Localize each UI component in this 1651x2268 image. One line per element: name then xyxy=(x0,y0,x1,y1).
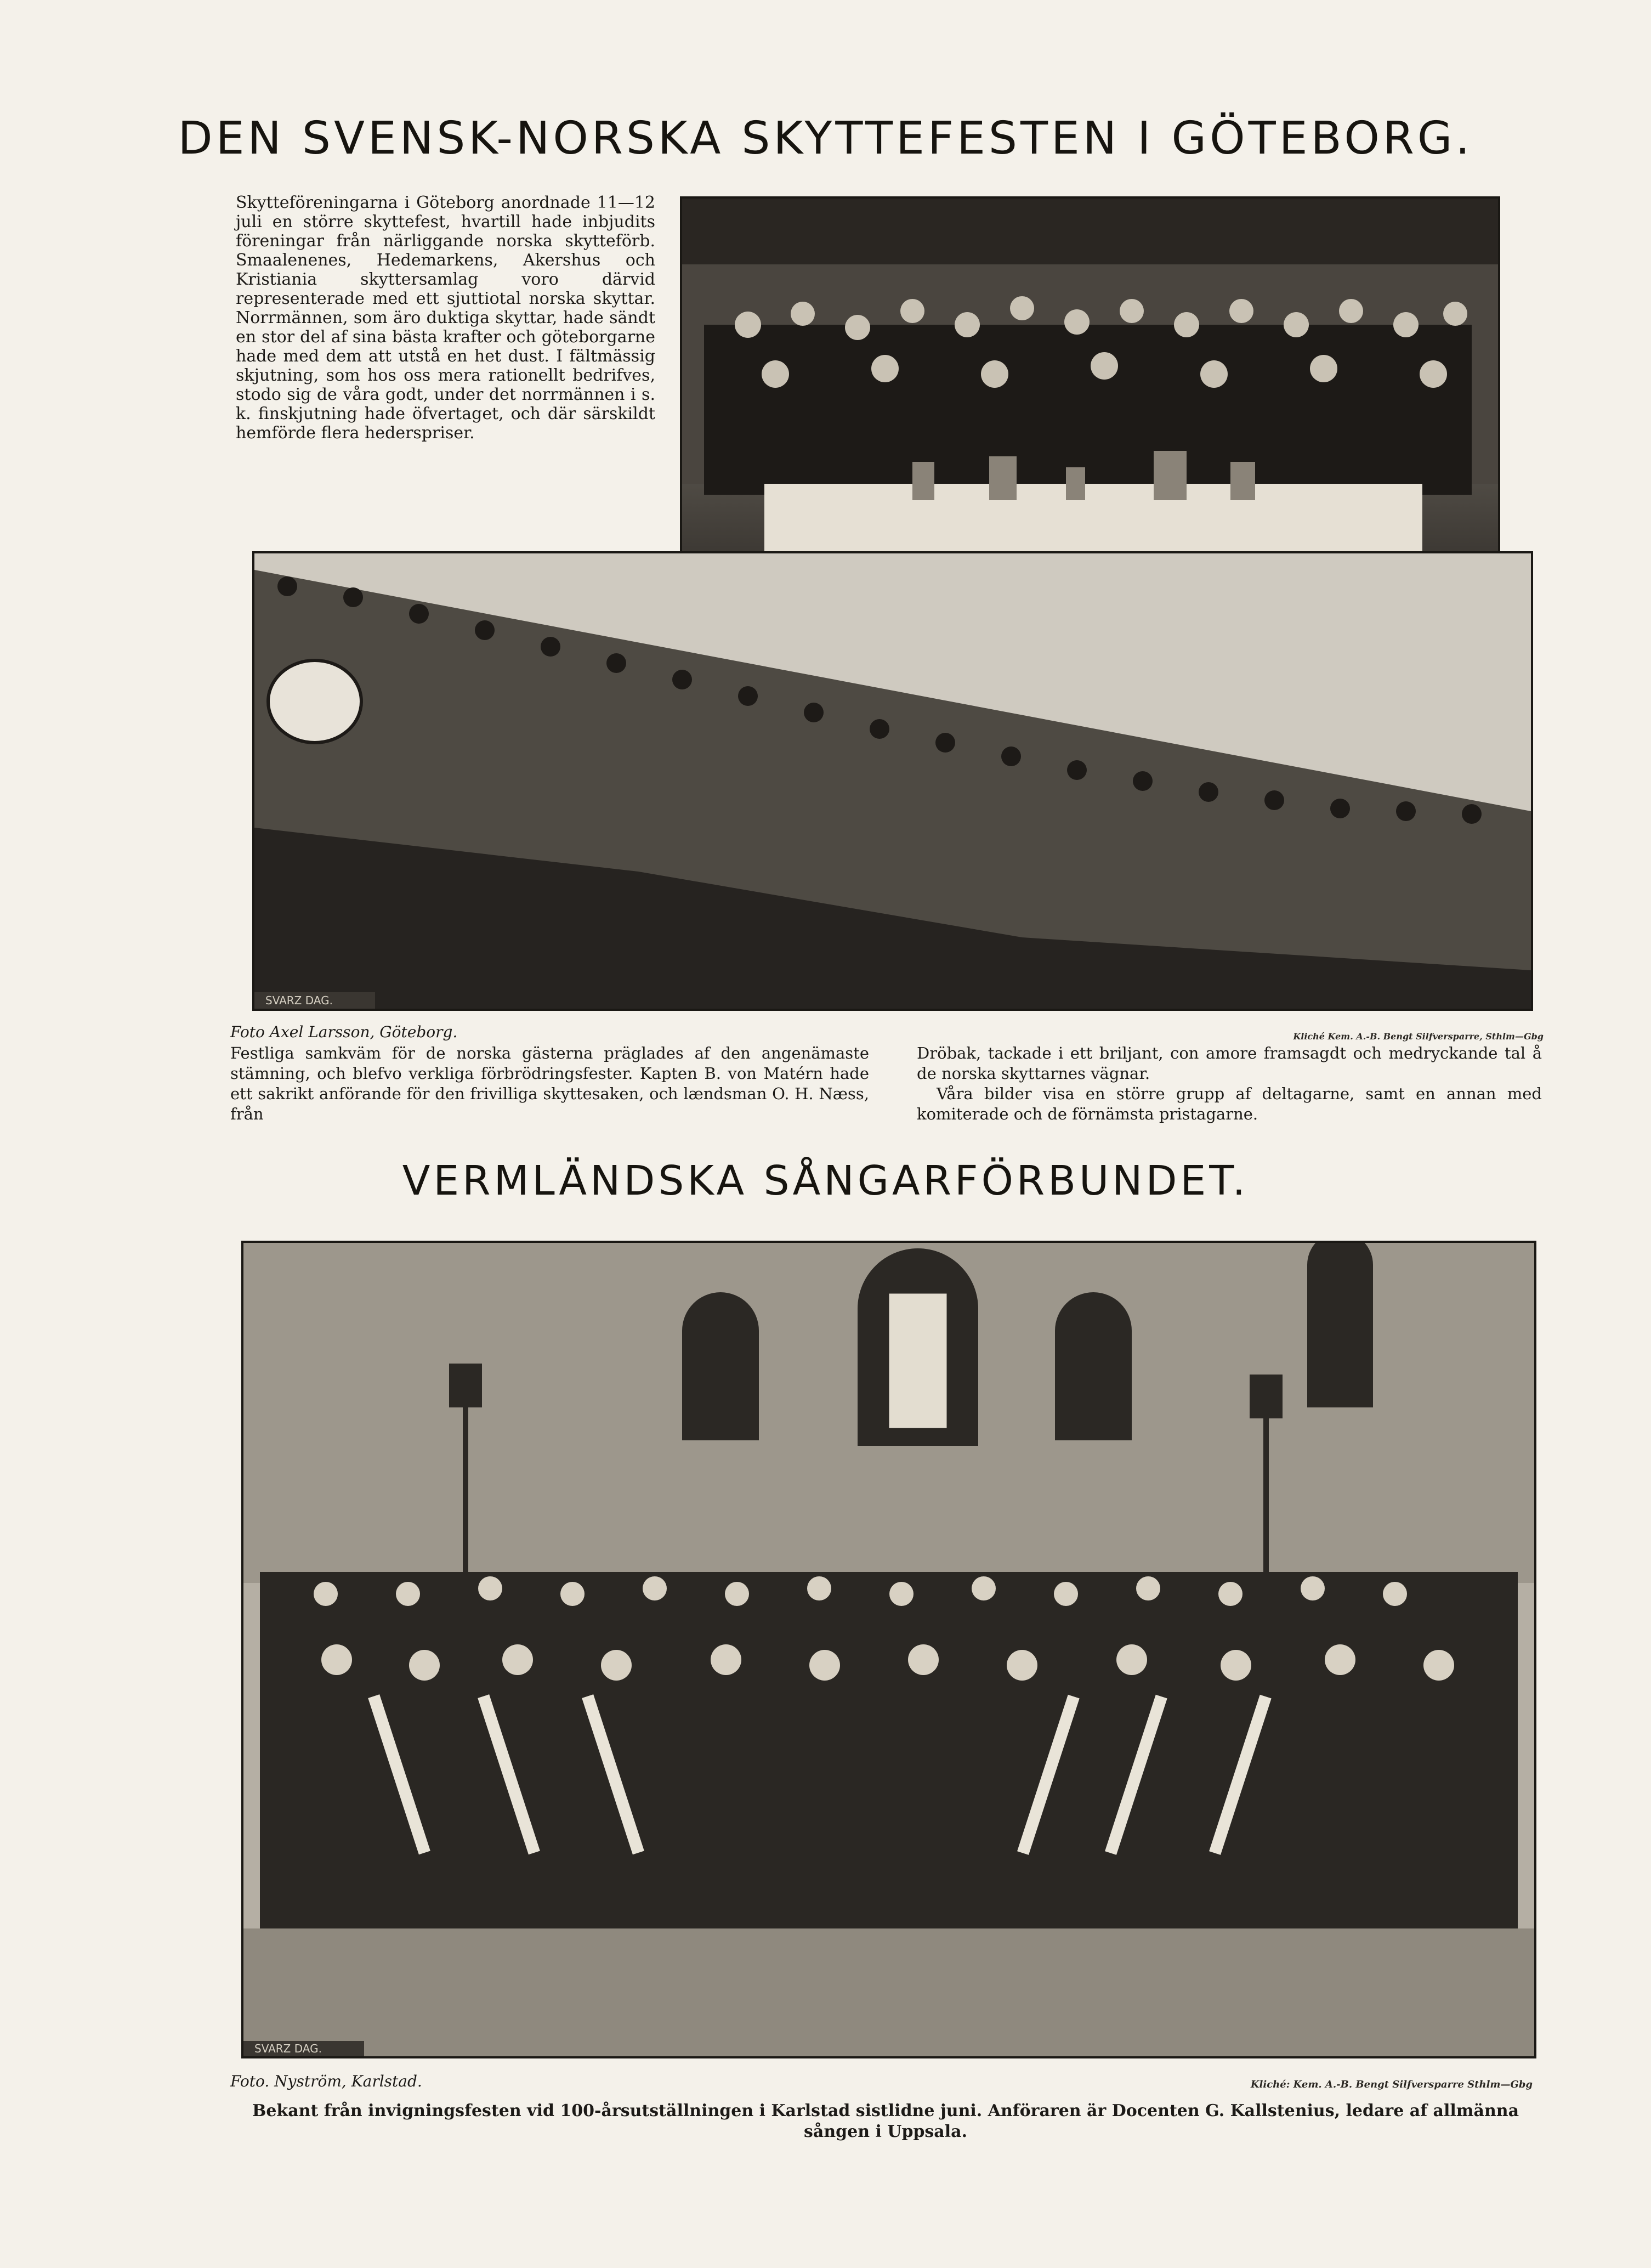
article1-headline: DEN SVENSK-NORSKA SKYTTEFESTEN I GÖTEBORG. xyxy=(178,112,1473,165)
prize-committee-image xyxy=(682,199,1498,556)
photo-prize-committee xyxy=(680,196,1500,558)
article1-body-col1: Festliga samkväm för de norska gästerna präglades af den angenämaste stämning, och blefvo verkliga förbrödringsfester. Kapten B. von Matérn hade ett sakrikt anförande för den frivilliga skyttesaken, och lændsman O. H. Næss, från xyxy=(230,1044,869,1123)
shooters-group-image xyxy=(254,553,1531,1009)
article1-photo-credit: Foto Axel Larsson, Göteborg. xyxy=(230,1023,458,1041)
article2-headline: VERMLÄNDSKA SÅNGARFÖRBUNDET. xyxy=(402,1157,1249,1204)
photo-shooters-group xyxy=(252,551,1533,1011)
article1-body-col2-p1: Dröbak, tackade i ett briljant, con amore framsagdt och medryckande tal å de norska skyttarnes vägnar. xyxy=(917,1044,1542,1083)
photo1-signature: SVARZ DAG. xyxy=(265,994,333,1007)
article1-body-col2 xyxy=(917,1043,1542,1124)
article1-engraver-credit: Kliché Kem. A.-B. Bengt Silfversparre, Sthlm—Gbg xyxy=(1293,1031,1544,1042)
singers-union-image xyxy=(243,1243,1534,2056)
photo2-signature: SVARZ DAG. xyxy=(254,2042,322,2055)
article2-engraver-credit: Kliché: Kem. A.-B. Bengt Silfversparre Sthlm—Gbg xyxy=(1250,2079,1533,2090)
article1-intro-text: Skytteföreningarna i Göteborg anordnade 11—12 juli en större skyttefest, hvartill hade inbjudits föreningar från närliggande norska skytteförb. Smaalenenes, Hedemarkens, Akershus och Kristiania skyttersamlag voro därvid representerade med ett sjuttiotal norska skyttar. Norrmännen, som äro duktiga skyttar, hade sändt en stor del af sina bästa krafter och göteborgarne hade med dem att utstå en het dust. I fältmässig skjutning, som hos oss mera rationellt bedrifves, stodo sig de våra godt, under det norrmännen i s. k. finskjutning hade öfvertaget, och där särskildt hemförde flera hederspriser. xyxy=(236,193,655,443)
article2-caption: Bekant från invigningsfesten vid 100-årsutställningen i Karlstad sistlidne juni. Anföraren är Docenten G. Kallstenius, ledare af allmänna sången i Uppsala. xyxy=(252,2101,1519,2141)
photo-singers-union xyxy=(241,1241,1536,2058)
article2-photo-credit: Foto. Nyström, Karlstad. xyxy=(230,2072,422,2090)
article1-body-col2-p2: Våra bilder visa en större grupp af deltagarne, samt en annan med komiterade och de förnämsta pristagarne. xyxy=(917,1084,1542,1123)
